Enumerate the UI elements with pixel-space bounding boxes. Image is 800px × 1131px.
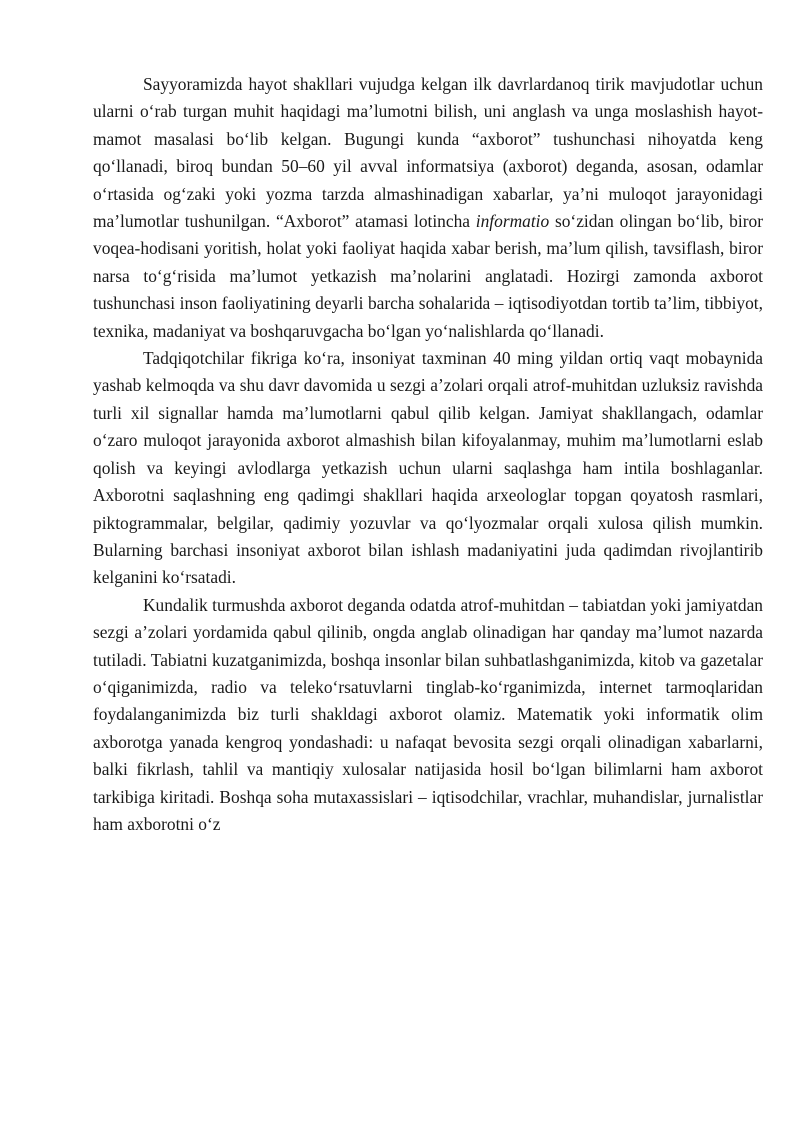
paragraph-1-emphasis: informatio (475, 211, 550, 232)
paragraph-3: Kundalik turmushda axborot deganda odatda atrof-muhitdan – tabiatdan yoki jamiyatdan sezgi a’zolari yordamida qabul qilinib, ongda anglab olinadigan har qanday ma’lumot nazarda tutiladi. Tabiatni kuzatganimizda, boshqa insonlar bilan suhbatlashganimizda, kitob va gazetalar o‘qiganimizda, radio va teleko‘rsatuvlarni tinglab-ko‘rganimizda, internet tarmoqlaridan foydalanganimizda biz turli shakldagi axborot olamiz. Matematik yoki informatik olim axborotga yanada kengroq yondashadi: u nafaqat bevosita sezgi orqali olinadigan xabarlarni, balki fikrlash, tahlil va mantiqiy xulosalar natijasida hosil bo‘lgan bilimlarni ham axborot tarkibiga kiritadi. Boshqa soha mutaxassislari – iqtisodchilar, vrachlar, muhandislar, jurnalistlar ham axborotni o‘z (93, 594, 763, 834)
paragraph-1 (93, 71, 763, 345)
paragraph-2: Tadqiqotchilar fikriga ko‘ra, insoniyat taxminan 40 ming yildan ortiq vaqt mobaynida yashab kelmoqda va shu davr davomida u sezgi a’zolari orqali atrof-muhitdan uzluksiz ravishda turli xil signallar hamda ma’lumotlarni qabul qilib kelgan. Jamiyat shakllangach, odamlar o‘zaro muloqot jarayonida axborot almashish bilan kifoyalanmay, muhim ma’lumotlarni eslab qolish va keyingi avlodlarga yetkazish uchun ularni saqlashga ham intila boshlaganlar. Axborotni saqlashning eng qadimgi shakllari haqida arxeologlar topgan qoyatosh rasmlari, piktogrammalar, belgilar, qadimiy yozuvlar va qo‘lyozmalar orqali xulosa qilish mumkin. Bularning barchasi insoniyat axborot bilan ishlash madaniyatini juda qadimdan rivojlantirib kelganini ko‘rsatadi. (93, 348, 763, 588)
document-page (93, 71, 763, 838)
paragraph-1-text-end: so‘zidan olingan bo‘lib, biror voqea-hodisani yoritish, holat yoki faoliyat haqida xabar berish, ma’lum qilish, tavsiflash, biror narsa to‘g‘risida ma’lumot yetkazish ma’nolarini anglatadi. Hozirgi zamonda axborot tushunchasi inson faoliyatining deyarli barcha sohalarida – iqtisodiyotdan tortib ta’lim, tibbiyot, texnika, madaniyat va boshqaruvgacha bo‘lgan yo‘nalishlarda qo‘llanadi. (93, 211, 763, 341)
paragraph-1-text-start: Sayyoramizda hayot shakllari vujudga kelgan ilk davrlardanoq tirik mavjudotlar uchun ularni o‘rab turgan muhit haqidagi ma’lumotni bilish, uni anglash va unga moslashish hayot-mamot masalasi bo‘lib kelgan. Bugungi kunda “axborot” tushunchasi nihoyatda keng qo‘llanadi, biroq bundan 50–60 yil avval informatsiya (axborot) deganda, asosan, odamlar o‘rtasida og‘zaki yoki yozma tarzda almashinadigan xabarlar, ya’ni muloqot jarayonidagi ma’lumotlar tushunilgan. “Axborot” atamasi lotincha (93, 74, 763, 232)
